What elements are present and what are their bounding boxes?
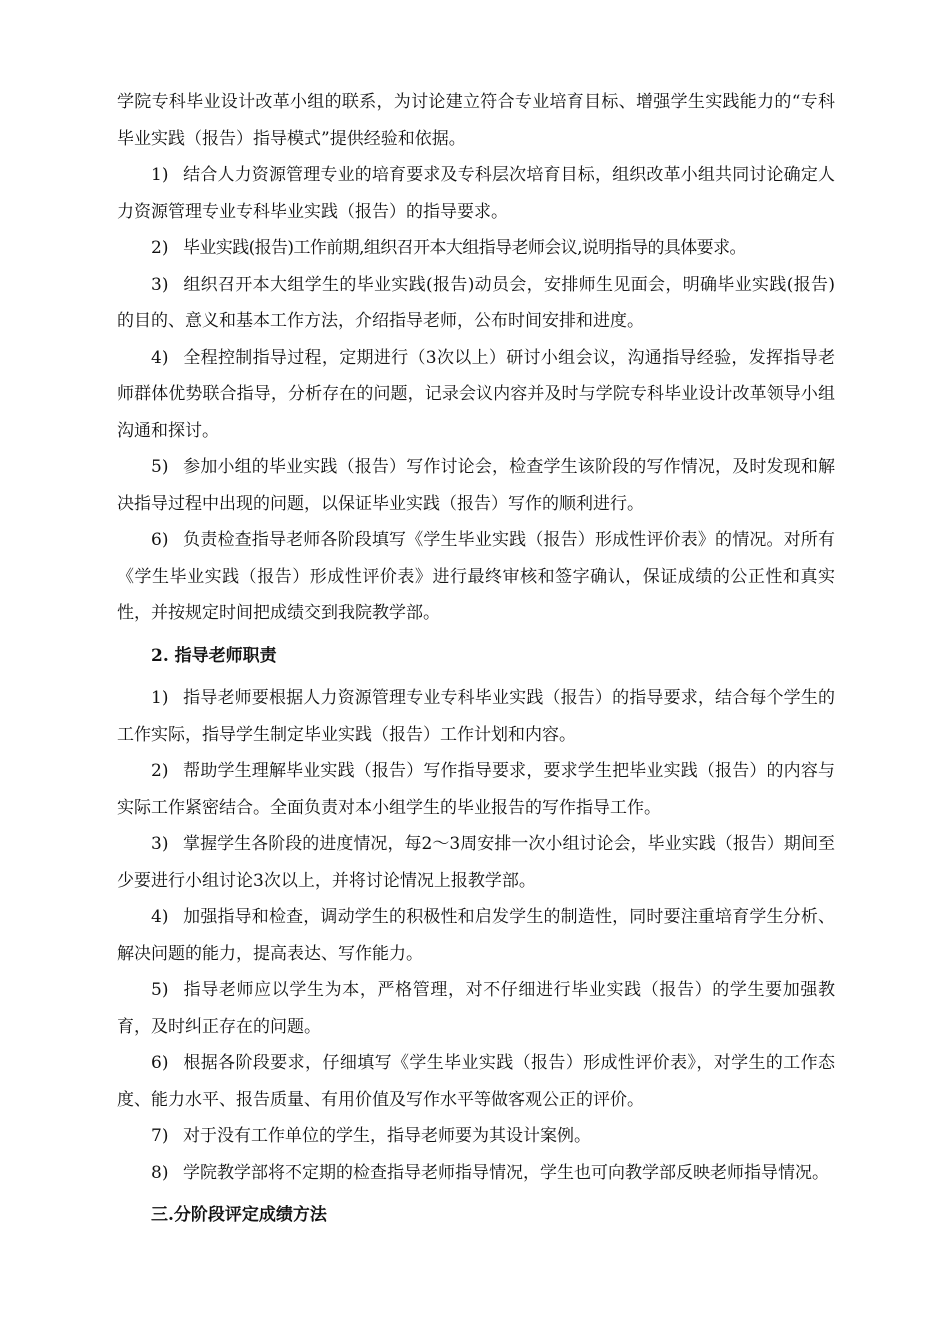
section2-item-5 bbox=[117, 972, 835, 1045]
item-number: 4) bbox=[151, 347, 169, 368]
item-text: 对于没有工作单位的学生，指导老师要为其设计案例。 bbox=[183, 1126, 591, 1146]
item-text: 毕业实践(报告)工作前期,组织召开本大组指导老师会议,说明指导的具体要求。 bbox=[183, 238, 746, 258]
document-page bbox=[117, 84, 835, 1234]
item-number: 3) bbox=[151, 834, 169, 854]
item-text: 指导老师要根据人力资源管理专业专科毕业实践（报告）的指导要求，结合每个学生的工作实际，指导学生制定毕业实践（报告）工作计划和内容。 bbox=[117, 688, 835, 745]
item-number: 6) bbox=[151, 530, 169, 550]
item-number: 5) bbox=[151, 457, 169, 477]
section1-item-5 bbox=[117, 449, 835, 522]
section1-item-2 bbox=[117, 230, 835, 267]
item-number: 5) bbox=[151, 980, 169, 1000]
item-text: 加强指导和检查，调动学生的积极性和启发学生的制造性，同时要注重培育学生分析、解决问题的能力，提高表达、写作能力。 bbox=[117, 907, 835, 964]
section1-item-4 bbox=[117, 340, 835, 450]
item-number: 2) bbox=[151, 238, 169, 258]
section2-item-7 bbox=[117, 1118, 835, 1155]
section2-item-3 bbox=[117, 826, 835, 899]
item-number: 7) bbox=[151, 1126, 169, 1146]
item-text: 学院教学部将不定期的检查指导老师指导情况，学生也可向教学部反映老师指导情况。 bbox=[183, 1162, 829, 1183]
item-number: 6) bbox=[151, 1053, 169, 1073]
item-number: 1) bbox=[151, 165, 169, 185]
section1-item-1 bbox=[117, 157, 835, 230]
section1-item-3 bbox=[117, 267, 835, 340]
item-number: 1) bbox=[151, 688, 169, 708]
section2-item-4 bbox=[117, 899, 835, 972]
item-text: 帮助学生理解毕业实践（报告）写作指导要求，要求学生把毕业实践（报告）的内容与实际工作紧密结合。全面负责对本小组学生的毕业报告的写作指导工作。 bbox=[117, 761, 835, 818]
item-text: 根据各阶段要求，仔细填写《学生毕业实践（报告）形成性评价表》，对学生的工作态度、能力水平、报告质量、有用价值及写作水平等做客观公正的评价。 bbox=[117, 1053, 835, 1110]
item-text: 负责检查指导老师各阶段填写《学生毕业实践（报告）形成性评价表》的情况。对所有《学生毕业实践（报告）形成性评价表》进行最终审核和签字确认，保证成绩的公正性和真实性，并按规定时间把成绩交到我院教学部。 bbox=[117, 530, 835, 623]
section3-heading: 三.分阶段评定成绩方法 bbox=[151, 1205, 327, 1225]
item-number: 2) bbox=[151, 761, 169, 781]
section2-item-8 bbox=[117, 1155, 835, 1192]
item-text: 指导老师应以学生为本，严格管理，对不仔细进行毕业实践（报告）的学生要加强教育，及时纠正存在的问题。 bbox=[117, 980, 835, 1037]
section2-item-1 bbox=[117, 680, 835, 753]
item-text: 参加小组的毕业实践（报告）写作讨论会，检查学生该阶段的写作情况，及时发现和解决指导过程中出现的问题，以保证毕业实践（报告）写作的顺利进行。 bbox=[117, 457, 835, 514]
item-text: 结合人力资源管理专业的培育要求及专科层次培育目标，组织改革小组共同讨论确定人力资源管理专业专科毕业实践（报告）的指导要求。 bbox=[117, 165, 835, 222]
item-text: 掌握学生各阶段的进度情况，每2～3周安排一次小组讨论会，毕业实践（报告）期间至少要进行小组讨论3次以上，并将讨论情况上报教学部。 bbox=[117, 834, 835, 891]
item-text: 全程控制指导过程，定期进行（3次以上）研讨小组会议，沟通指导经验，发挥指导老师群体优势联合指导，分析存在的问题，记录会议内容并及时与学院专科毕业设计改革领导小组沟通和探讨。 bbox=[117, 347, 835, 441]
section2-item-6 bbox=[117, 1045, 835, 1118]
item-number: 3) bbox=[151, 274, 169, 295]
section1-item-6 bbox=[117, 522, 835, 632]
section2-item-2 bbox=[117, 753, 835, 826]
item-number: 4) bbox=[151, 907, 169, 927]
item-number: 8) bbox=[151, 1162, 169, 1183]
section2-heading: 2. 指导老师职责 bbox=[151, 645, 277, 666]
item-text: 组织召开本大组学生的毕业实践(报告)动员会，安排师生见面会，明确毕业实践(报告)的目的、意义和基本工作方法，介绍指导老师，公布时间安排和进度。 bbox=[117, 274, 835, 331]
intro-paragraph: 学院专科毕业设计改革小组的联系，为讨论建立符合专业培育目标、增强学生实践能力的“专科毕业实践（报告）指导模式”提供经验和依据。 bbox=[117, 92, 835, 149]
